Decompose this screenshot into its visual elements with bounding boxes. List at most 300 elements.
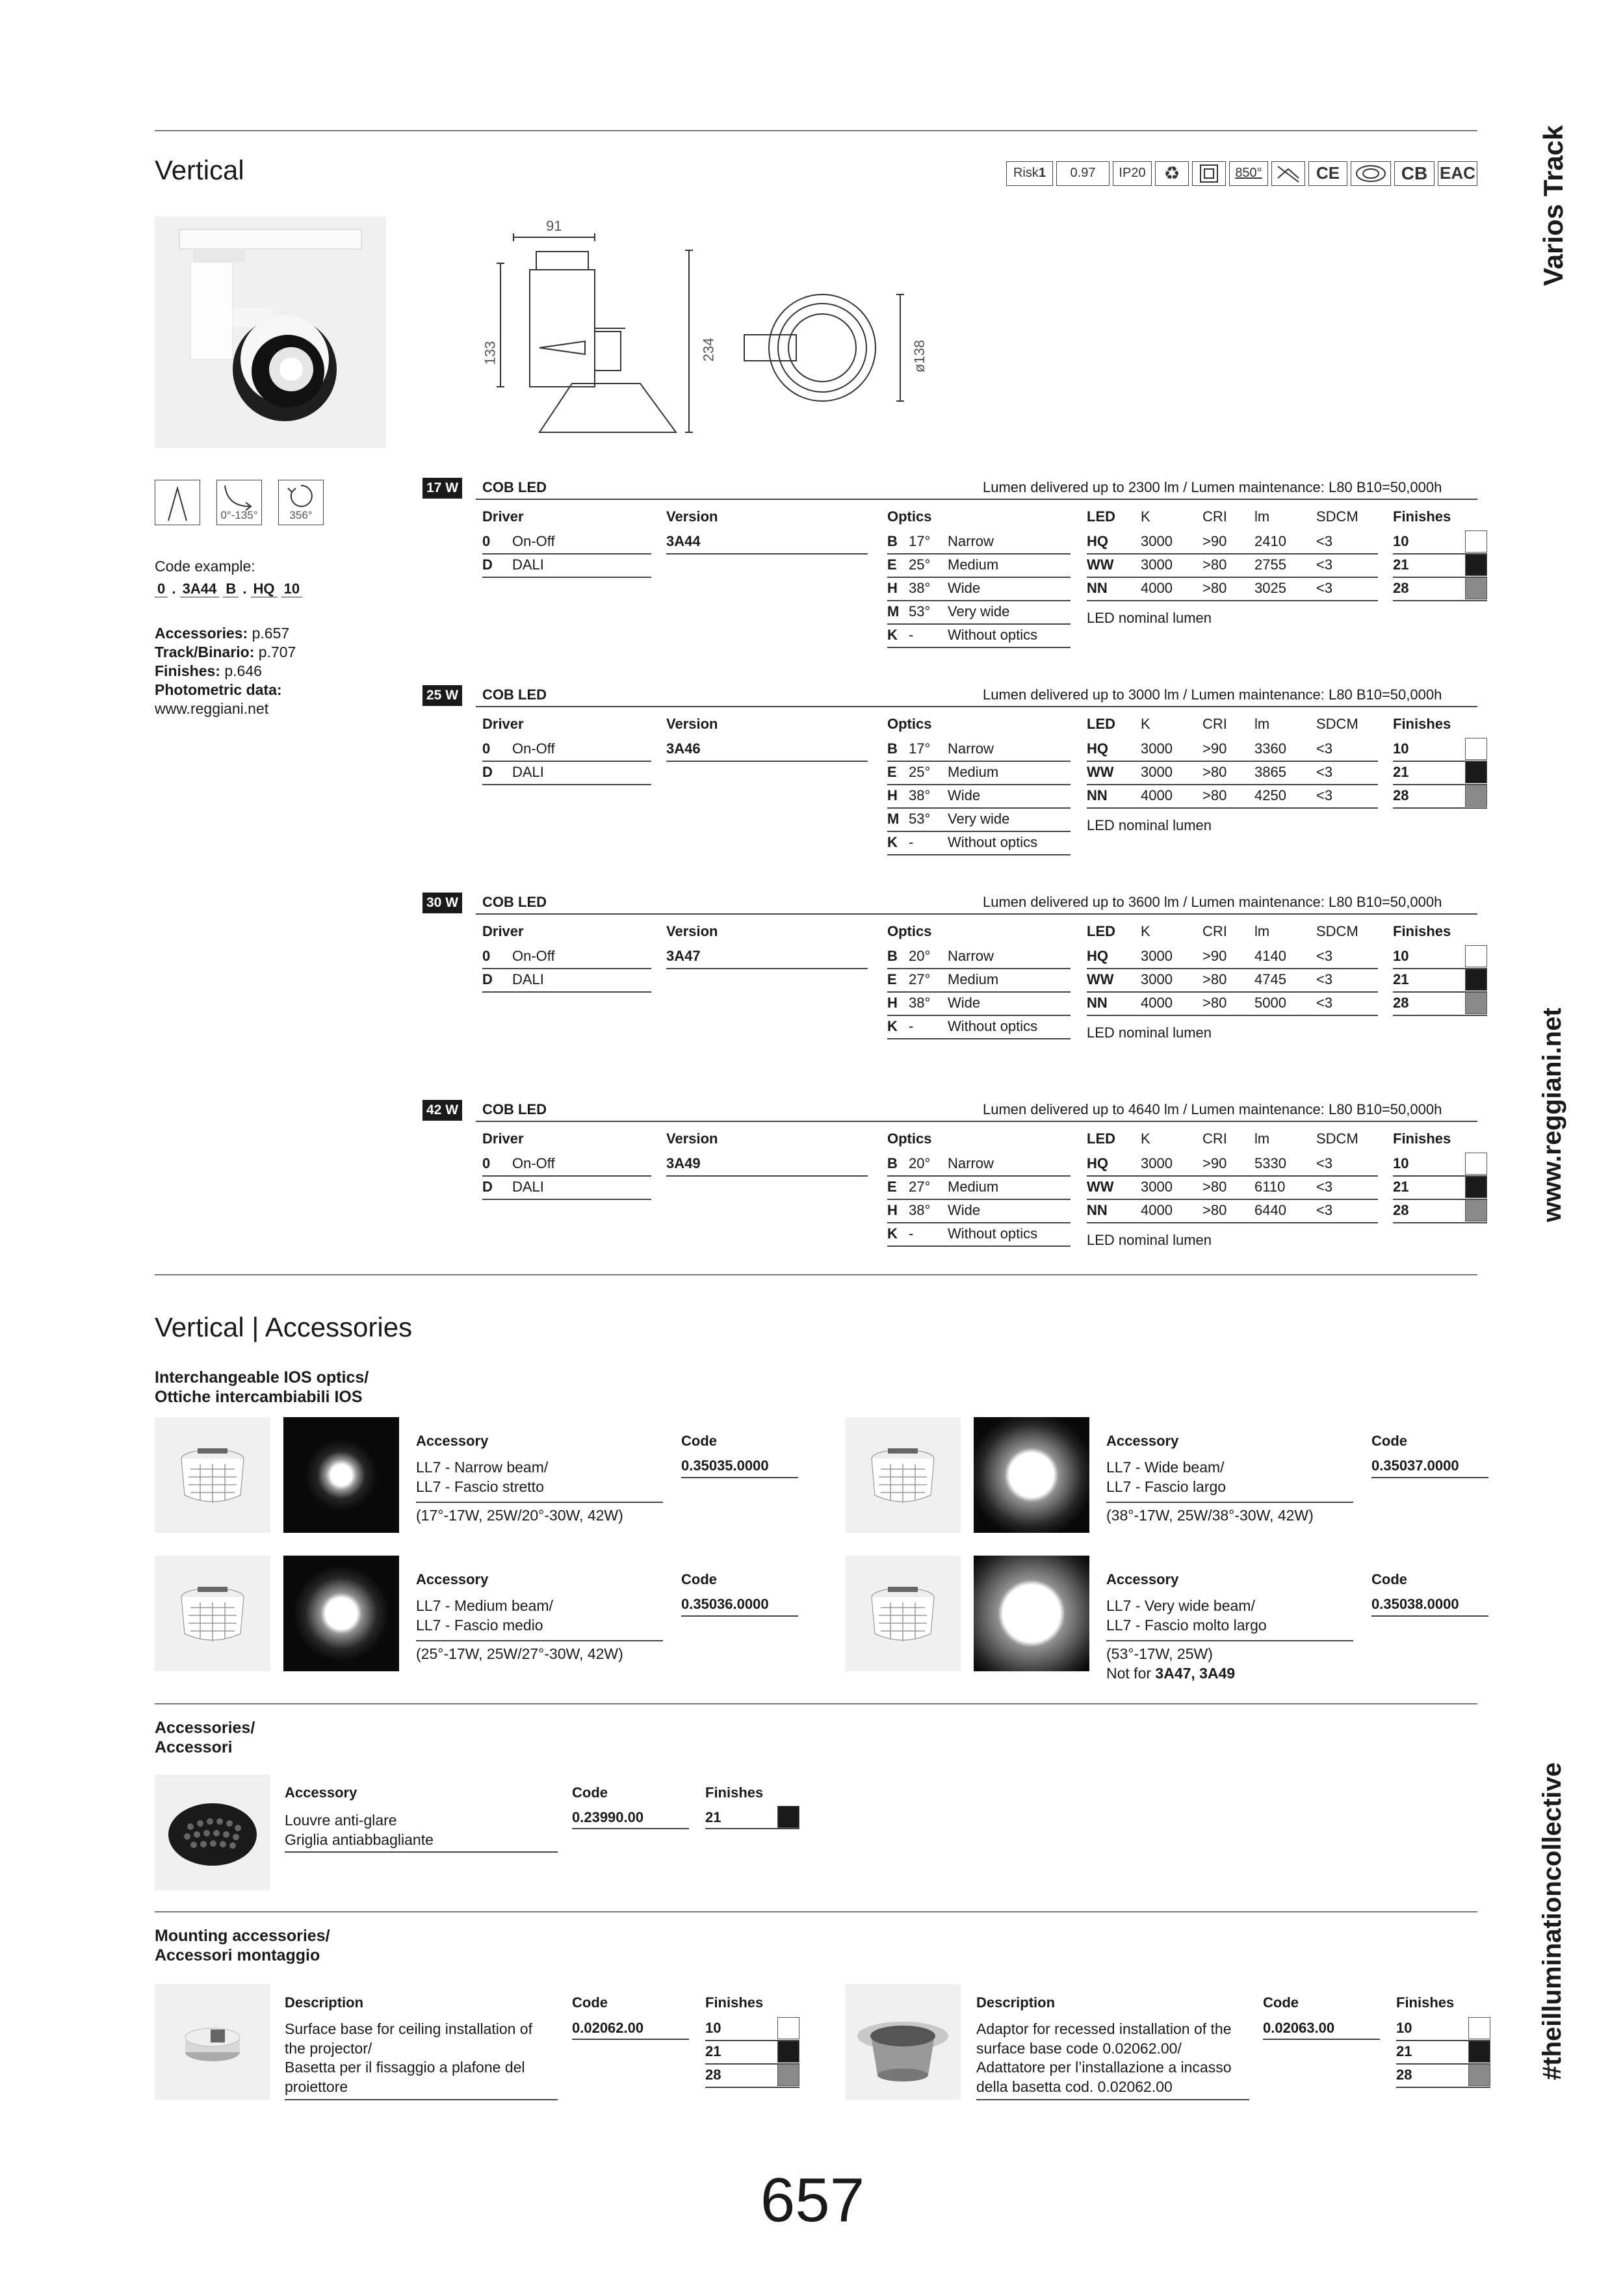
row-rule [482,991,651,993]
optic-name: Very wide [948,603,1010,620]
mount1-finish-swatch [777,2064,799,2086]
mount1-desc-label: Description [285,1994,364,2011]
divider-mounting [155,1911,1477,1912]
optic-angle: 38° [909,580,931,596]
spec-finish-rule [1393,600,1487,601]
led-lumen: 3360 [1254,740,1286,757]
driver-code: D [482,971,493,987]
row-rule [1087,577,1378,578]
row-rule [1087,761,1378,762]
optic-code-label: Code [1371,1571,1407,1587]
louvre-finish-swatch [777,1806,799,1828]
row-rule [887,784,1071,785]
mount2-finish-code: 10 [1396,2020,1412,2036]
optic-code: K [887,1018,898,1034]
optic-desc-range: (53°-17W, 25W) [1106,1645,1213,1662]
led-sdcm: <3 [1316,1155,1333,1171]
recycle-icon: ♻ [1155,161,1189,186]
sdcm-header: SDCM [1316,508,1358,525]
led-lumen: 4140 [1254,948,1286,964]
led-code: NN [1087,1202,1108,1218]
optic-desc-line2: LL7 - Fascio stretto [416,1478,544,1495]
led-sdcm: <3 [1316,995,1333,1011]
row-rule [1371,1615,1488,1617]
finishes-header: Finishes [1393,716,1451,732]
row-rule [887,1246,1071,1247]
optic-desc-range: (38°-17W, 25W/38°-30W, 42W) [1106,1507,1314,1524]
led-header: LED [1087,1130,1115,1147]
row-rule [482,784,651,785]
spec-finish-code: 10 [1393,948,1409,964]
spec-finish-swatch [1465,554,1487,576]
power-factor-badge: 0.97 [1056,161,1110,186]
led-sdcm: <3 [1316,740,1333,757]
optic-name: Without optics [948,1225,1038,1242]
mount2-desc-label: Description [976,1994,1056,2011]
led-sdcm: <3 [1316,948,1333,964]
optic-desc-line1: LL7 - Medium beam/ [416,1597,553,1614]
lumen-note: Lumen delivered up to 2300 lm / Lumen maintenance: L80 B10=50,000h [983,479,1442,495]
led-lumen: 3025 [1254,580,1286,596]
cob-led-label: COB LED [482,894,547,910]
driver-name: On-Off [512,948,555,964]
led-header: LED [1087,508,1115,525]
driver-name: On-Off [512,533,555,549]
led-cri: >80 [1202,787,1227,803]
row-rule [887,968,1071,969]
led-code: HQ [1087,948,1108,964]
driver-name: DALI [512,764,544,780]
accessories-subtitle: Accessories/ Accessori [155,1719,255,1756]
side-hashtag: #theilluminationcollective [1538,1762,1566,2080]
spec-finish-swatch [1465,530,1487,553]
side-website: www.reggiani.net [1538,1008,1566,1222]
row-rule [1087,553,1378,554]
optic-name: Wide [948,995,981,1011]
divider-accessories [155,1703,1477,1704]
optic-name: Wide [948,787,981,803]
ce-mark: CE [1308,161,1347,186]
cri-header: CRI [1202,716,1227,732]
row-rule [666,1175,868,1177]
lumen-note: Lumen delivered up to 3000 lm / Lumen maintenance: L80 B10=50,000h [983,686,1442,703]
optic-name: Very wide [948,811,1010,827]
row-rule [887,1199,1071,1200]
optic-angle: 17° [909,740,931,757]
row-rule [1087,784,1378,785]
led-cri: >80 [1202,1202,1227,1218]
optic-code-label: Code [681,1571,717,1587]
optics-header: Optics [887,923,932,939]
driver-header: Driver [482,923,524,939]
led-cri: >80 [1202,580,1227,596]
row-rule [666,761,868,762]
optic-angle: 27° [909,971,931,987]
row-rule [887,991,1071,993]
spec-finish-code: 21 [1393,1179,1409,1195]
led-cri: >80 [1202,764,1227,780]
optic-code: K [887,834,898,850]
adaptor-image [845,1984,961,2100]
optic-accessory-label: Accessory [1106,1571,1179,1587]
beam-spot-image [974,1556,1089,1671]
optic-lens-image [845,1417,961,1533]
optic-name: Without optics [948,1018,1038,1034]
kelvin-header: K [1141,1130,1150,1147]
spec-finish-code: 10 [1393,1155,1409,1171]
version-header: Version [666,923,718,939]
spec-finish-swatch [1465,738,1487,760]
row-rule [666,553,868,554]
led-code: WW [1087,556,1114,573]
row-rule [482,968,651,969]
optic-code: 0.35037.0000 [1371,1457,1459,1474]
optic-name: Without optics [948,627,1038,643]
optic-desc-line2: LL7 - Fascio largo [1106,1478,1227,1495]
led-kelvin: 3000 [1141,1155,1173,1171]
row-rule [1087,968,1378,969]
mount2-finish-rule [1396,2087,1490,2088]
lumen-header: lm [1254,716,1270,732]
louvre-accessory-label: Accessory [285,1784,357,1801]
optic-code: B [887,1155,898,1171]
led-code: NN [1087,580,1108,596]
beam-spot-image [283,1556,399,1671]
led-kelvin: 3000 [1141,971,1173,987]
led-sdcm: <3 [1316,1179,1333,1195]
led-header: LED [1087,923,1115,939]
finishes-header: Finishes [1393,923,1451,939]
row-rule [887,600,1071,601]
cb-mark: CB [1394,161,1435,186]
led-cri: >90 [1202,533,1227,549]
watt-badge: 17 W [422,478,462,499]
spec-finish-swatch [1465,577,1487,599]
row-rule [887,807,1071,809]
optic-name: Without optics [948,834,1038,850]
mount2-code: 0.02063.00 [1263,2020,1335,2036]
version-header: Version [666,1130,718,1147]
row-rule [1087,1222,1378,1223]
page-number: 657 [760,2165,865,2235]
driver-name: DALI [512,556,544,573]
led-code: HQ [1087,533,1108,549]
mount1-finish-rule [705,2087,799,2088]
row-rule [887,761,1071,762]
mount1-finish-swatch [777,2041,799,2063]
optic-angle: - [909,627,914,643]
risk-badge: Risk1 [1006,161,1053,186]
optic-code: H [887,787,898,803]
accessories-title: Vertical | Accessories [155,1312,413,1342]
driver-code: 0 [482,948,491,964]
mount2-finish-code: 21 [1396,2043,1412,2059]
version-code: 3A49 [666,1155,701,1171]
optic-name: Narrow [948,533,994,549]
row-rule [482,1199,651,1200]
spec-finish-swatch [1465,761,1487,783]
led-cri: >80 [1202,1179,1227,1195]
tilt-icon: 0°-135° [216,480,262,525]
row-rule [1087,1199,1378,1200]
dim-height-total: 234 [700,337,717,362]
optic-desc-range: (17°-17W, 25W/20°-30W, 42W) [416,1507,623,1524]
row-rule [681,1615,798,1617]
spec-finish-code: 10 [1393,533,1409,549]
mount1-finishes-label: Finishes [705,1994,764,2011]
spec-finish-swatch [1465,969,1487,991]
row-rule [1106,1640,1353,1641]
version-header: Version [666,716,718,732]
spec-finish-swatch [1465,1176,1487,1198]
led-header: LED [1087,716,1115,732]
optic-code: H [887,1202,898,1218]
dim-width: 91 [546,218,562,234]
optic-desc-line2: LL7 - Fascio medio [416,1617,543,1634]
driver-code: 0 [482,533,491,549]
optic-angle: 53° [909,811,931,827]
led-sdcm: <3 [1316,787,1333,803]
lumen-header: lm [1254,508,1270,525]
led-kelvin: 3000 [1141,533,1173,549]
optic-lens-image [845,1556,961,1671]
row-rule [1087,991,1378,993]
mount1-finish-code: 28 [705,2067,721,2083]
spec-finish-code: 28 [1393,580,1409,596]
optic-angle: 25° [909,764,931,780]
led-sdcm: <3 [1316,580,1333,596]
nominal-lumen-note: LED nominal lumen [1087,1024,1212,1041]
ip-badge: IP20 [1113,161,1152,186]
reference-list: Accessories: p.657 Track/Binario: p.707 Finishes: p.646 Photometric data: www.reggiani.net [155,625,296,717]
optic-code: B [887,740,898,757]
optics-header: Optics [887,508,932,525]
optics-header: Optics [887,716,932,732]
optic-desc-range: (25°-17W, 25W/27°-30W, 42W) [416,1645,623,1662]
spec-finish-code: 21 [1393,764,1409,780]
nominal-lumen-note: LED nominal lumen [1087,817,1212,833]
led-lumen: 2755 [1254,556,1286,573]
led-code: NN [1087,787,1108,803]
optic-accessory-label: Accessory [1106,1433,1179,1449]
section-header-rule [476,706,1477,707]
no-cover-icon [1271,161,1305,186]
optic-name: Wide [948,1202,981,1218]
optic-lens-image [155,1417,270,1533]
optic-desc-line1: LL7 - Wide beam/ [1106,1459,1225,1476]
version-code: 3A44 [666,533,701,549]
driver-code: D [482,556,493,573]
kelvin-header: K [1141,716,1150,732]
led-kelvin: 4000 [1141,1202,1173,1218]
dim-diameter: ø138 [911,339,928,373]
version-code: 3A46 [666,740,701,757]
optic-code-label: Code [681,1433,717,1449]
spec-finish-swatch [1465,1153,1487,1175]
code-example-label: Code example: [155,558,255,575]
led-lumen: 3865 [1254,764,1286,780]
optic-angle: 38° [909,1202,931,1218]
led-code: HQ [1087,740,1108,757]
kelvin-header: K [1141,508,1150,525]
led-cri: >90 [1202,1155,1227,1171]
led-cri: >80 [1202,995,1227,1011]
led-kelvin: 3000 [1141,764,1173,780]
watt-badge: 42 W [422,1100,462,1121]
spec-finish-swatch [1465,945,1487,967]
row-rule [1371,1477,1488,1478]
row-rule [887,1222,1071,1223]
cob-led-label: COB LED [482,686,547,703]
page-title: Vertical [155,155,244,185]
optic-angle: 38° [909,995,931,1011]
louvre-description: Louvre anti-glare Griglia antiabbagliante [285,1812,434,1848]
spec-finish-swatch [1465,785,1487,807]
optic-angle: 25° [909,556,931,573]
driver-name: DALI [512,1179,544,1195]
louvre-code: 0.23990.00 [572,1809,644,1825]
lumen-header: lm [1254,923,1270,939]
driver-header: Driver [482,1130,524,1147]
row-rule [1106,1502,1353,1503]
spec-finish-code: 10 [1393,740,1409,757]
driver-code: D [482,1179,493,1195]
row-rule [887,553,1071,554]
led-cri: >90 [1202,948,1227,964]
optic-code: E [887,556,897,573]
version-header: Version [666,508,718,525]
mount2-finishes-label: Finishes [1396,1994,1455,2011]
driver-name: On-Off [512,740,555,757]
lumen-note: Lumen delivered up to 4640 lm / Lumen maintenance: L80 B10=50,000h [983,1101,1442,1117]
led-kelvin: 4000 [1141,995,1173,1011]
spec-finish-swatch [1465,992,1487,1014]
nominal-lumen-note: LED nominal lumen [1087,1232,1212,1248]
beam-spot-image [974,1417,1089,1533]
optic-code: M [887,811,900,827]
watt-badge: 30 W [422,893,462,913]
optic-code: H [887,580,898,596]
led-kelvin: 3000 [1141,1179,1173,1195]
led-code: WW [1087,764,1114,780]
row-rule [887,854,1071,855]
optic-desc-line1: LL7 - Narrow beam/ [416,1459,549,1476]
optic-angle: - [909,1018,914,1034]
optic-accessory-label: Accessory [416,1433,489,1449]
mount1-finish-swatch [777,2017,799,2039]
mount2-code-label: Code [1263,1994,1299,2011]
spec-finish-code: 28 [1393,1202,1409,1218]
mount1-description: Surface base for ceiling installation of the projector/ Basetta per il fissaggio a plafone del proiettore [285,2020,532,2095]
optic-angle: 38° [909,787,931,803]
side-brand-title: Varios Track [1538,125,1568,286]
optic-name: Medium [948,764,999,780]
mounting-title: Mounting accessories/ Accessori montaggio [155,1927,330,1964]
beam-spot-image [283,1417,399,1533]
row-rule [482,761,651,762]
enec-icon [1351,161,1391,186]
class2-icon [1192,161,1226,186]
optic-code: E [887,1179,897,1195]
optic-angle: - [909,1225,914,1242]
mount2-description: Adaptor for recessed installation of the surface base code 0.02062.00/ Adattatore per l’installazione a incasso della basetta cod. 0.02062.00 [976,2020,1232,2095]
led-kelvin: 3000 [1141,556,1173,573]
optic-code: H [887,995,898,1011]
optic-name: Narrow [948,948,994,964]
spec-finish-code: 21 [1393,556,1409,573]
version-code: 3A47 [666,948,701,964]
cri-header: CRI [1202,508,1227,525]
spec-finish-code: 28 [1393,995,1409,1011]
led-cri: >80 [1202,556,1227,573]
finishes-header: Finishes [1393,1130,1451,1147]
row-rule [887,1175,1071,1177]
sdcm-header: SDCM [1316,923,1358,939]
led-sdcm: <3 [1316,533,1333,549]
surface-base-image [155,1984,270,2100]
led-sdcm: <3 [1316,971,1333,987]
optic-name: Narrow [948,1155,994,1171]
optic-code: K [887,627,898,643]
optic-desc-line2: LL7 - Fascio molto largo [1106,1617,1267,1634]
spec-finish-rule [1393,807,1487,809]
section-header-rule [476,499,1477,500]
cob-led-label: COB LED [482,1101,547,1117]
driver-header: Driver [482,716,524,732]
top-divider [155,130,1477,131]
mount2-finish-swatch [1468,2041,1490,2063]
optic-accessory-label: Accessory [416,1571,489,1587]
optic-angle: 20° [909,1155,931,1171]
row-rule [482,1175,651,1177]
row-rule [887,647,1071,648]
row-rule [482,553,651,554]
led-kelvin: 3000 [1141,948,1173,964]
driver-header: Driver [482,508,524,525]
row-rule [887,623,1071,625]
optic-name: Medium [948,556,999,573]
optic-name: Medium [948,1179,999,1195]
led-lumen: 4250 [1254,787,1286,803]
led-kelvin: 4000 [1141,787,1173,803]
louvre-image [155,1775,270,1890]
watt-badge: 25 W [422,685,462,706]
dim-height-body: 133 [482,341,499,365]
accessories-divider [155,1274,1477,1275]
section-header-rule [476,1121,1477,1122]
optic-code: B [887,948,898,964]
row-rule [416,1502,663,1503]
optic-code: B [887,533,898,549]
driver-name: DALI [512,971,544,987]
optic-angle: 20° [909,948,931,964]
temp-badge: 850° [1229,161,1268,186]
photometric-link[interactable]: www.reggiani.net [155,700,269,717]
spec-finish-code: 28 [1393,787,1409,803]
driver-code: 0 [482,740,491,757]
not-for-note: Not for 3A47, 3A49 [1106,1665,1236,1682]
led-sdcm: <3 [1316,764,1333,780]
rotation-icon: 356° [278,480,324,525]
cri-header: CRI [1202,923,1227,939]
row-rule [1087,807,1378,809]
led-code: WW [1087,971,1114,987]
cob-led-label: COB LED [482,479,547,495]
sdcm-header: SDCM [1316,716,1358,732]
row-rule [887,1038,1071,1039]
row-rule [887,577,1071,578]
code-example: 0 . 3A44 B . HQ 10 [155,581,302,597]
